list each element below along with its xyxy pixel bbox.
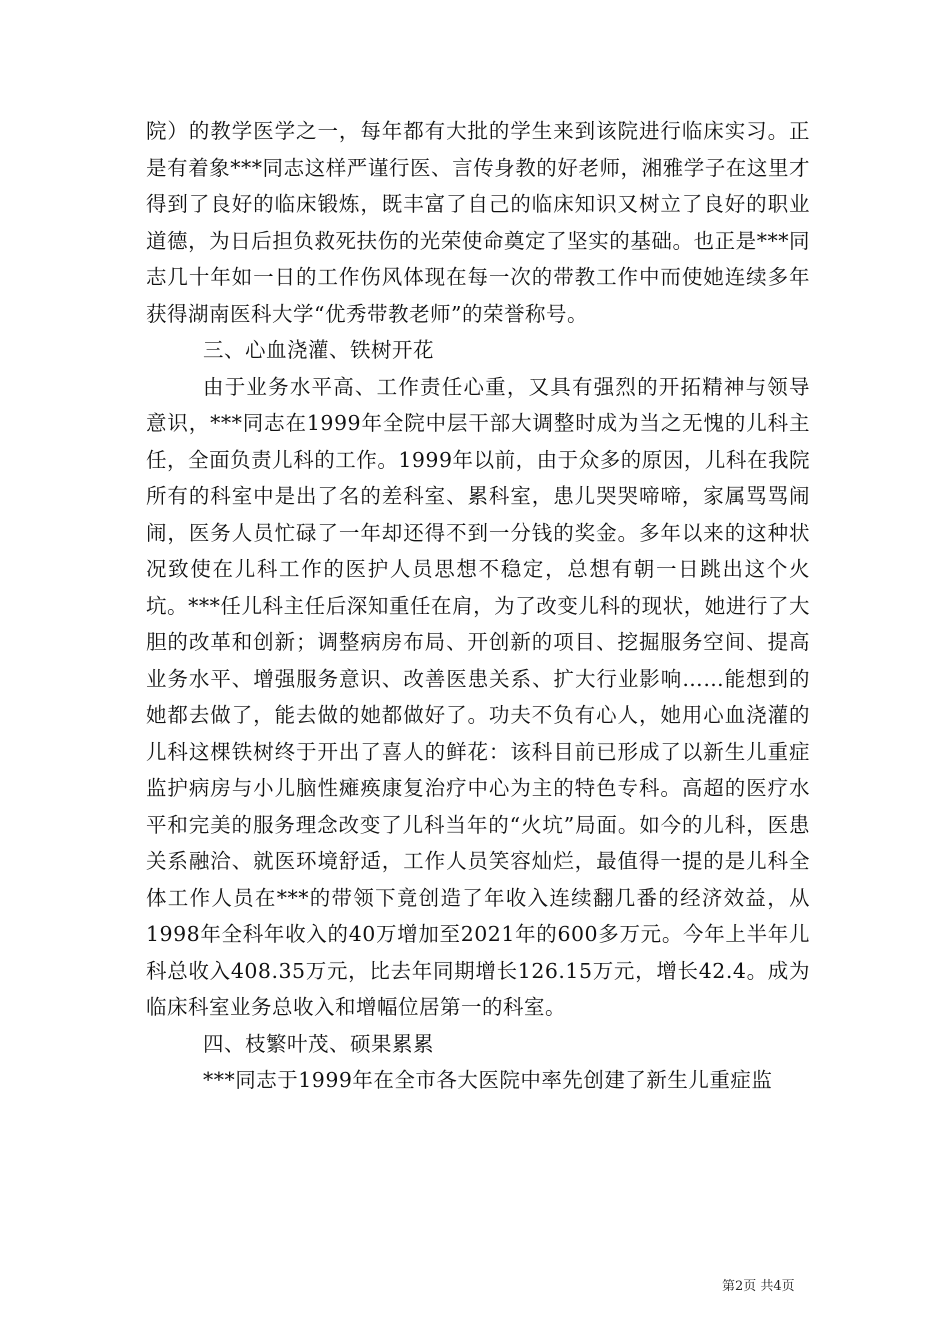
- page-number: 第2页 共4页: [722, 1279, 795, 1294]
- document-body: [146, 113, 810, 1099]
- body-paragraph: 院）的教学医学之一，每年都有大批的学生来到该院进行临床实习。正是有着象***同志这样严谨行医、言传身教的好老师，湘雅学子在这里才得到了良好的临床锻炼，既丰富了自己的临床知识又树立了良好的职业道德，为日后担负救死扶伤的光荣使命奠定了坚实的基础。也正是***同志几十年如一日的工作伤风体现在每一次的带教工作中而使她连续多年获得湖南医科大学“优秀带教老师”的荣誉称号。: [146, 119, 810, 326]
- section-heading-four: 四、枝繁叶茂、硕果累累: [203, 1031, 434, 1056]
- body-paragraph: ***同志于1999年在全市各大医院中率先创建了新生儿重症监: [203, 1068, 773, 1092]
- body-paragraph: 由于业务水平高、工作责任心重，又具有强烈的开拓精神与领导意识，***同志在1999年全院中层干部大调整时成为当之无愧的儿科主任，全面负责儿科的工作。1999年以前，由于众多的原因，儿科在我院所有的科室中是出了名的差科室、累科室，患儿哭哭啼啼，家属骂骂闹闹，医务人员忙碌了一年却还得不到一分钱的奖金。多年以来的这种状况致使在儿科工作的医护人员思想不稳定，总想有朝一日跳出这个火坑。***任儿科主任后深知重任在肩，为了改变儿科的现状，她进行了大胆的改革和创新；调整病房布局、开创新的项目、挖掘服务空间、提高业务水平、增强服务意识、改善医患关系、扩大行业影响……能想到的她都去做了，能去做的她都做好了。功夫不负有心人，她用心血浇灌的儿科这棵铁树终于开出了喜人的鲜花：该科目前已形成了以新生儿重症监护病房与小儿脑性瘫痪康复治疗中心为主的特色专科。高超的医疗水平和完美的服务理念改变了儿科当年的“火坑”局面。如今的儿科，医患关系融洽、就医环境舒适，工作人员笑容灿烂，最值得一提的是儿科全体工作人员在***的带领下竟创造了年收入连续翻几番的经济效益，从1998年全科年收入的40万增加至2021年的600多万元。今年上半年儿科总收入408.35万元，比去年同期增长126.15万元，增长42.4。成为临床科室业务总收入和增幅位居第一的科室。: [146, 374, 810, 1019]
- section-heading-three: 三、心血浇灌、铁树开花: [203, 338, 434, 362]
